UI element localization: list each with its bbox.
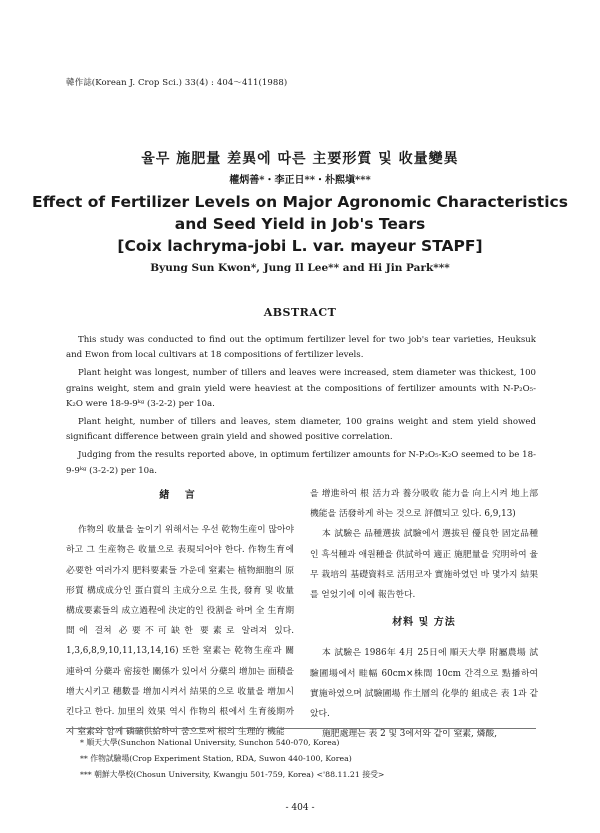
english-title-line-3: [Coix lachryma-jobi L. var. mayeur STAPF] (117, 237, 483, 255)
footnote-divider (66, 728, 536, 729)
body-paragraph: 을 增進하여 根 活力과 養分吸收 能力을 向上시켜 地上部 機能을 活發하게 하는 것으로 評價되고 있다. 6,9,13) (310, 489, 538, 520)
abstract-paragraph: Judging from the results reported above, in optimum fertilizer amounts for N-P₂O₅-K₂O seemed to be 18-9-9ᵏᵍ (3-2-2) per 10a. (66, 450, 536, 476)
body-paragraph: 本 試驗은 1986年 4月 25日에 順天大學 附屬農場 試驗圃場에서 畦幅 60cm×株間 10cm 간격으로 點播하여 實施하였으며 試驗圃場 作土層의 化學的 組成은 表 1과 같았다. (310, 648, 538, 720)
english-authors: Byung Sun Kwon*, Jung Il Lee** and Hi Jin Park*** (150, 262, 450, 274)
abstract-paragraph: Plant height, number of tillers and leaves, stem diameter, 100 grains weight and stem yield showed significant difference between grain yield and showed positive correlation. (66, 417, 536, 443)
footnotes (80, 735, 384, 783)
footnote: ** 作物試驗場(Crop Experiment Station, RDA, Suwon 440-100, Korea) (80, 754, 352, 763)
english-title-line-1: Effect of Fertilizer Levels on Major Agronomic Characteristics (32, 193, 568, 211)
right-column (310, 484, 538, 744)
abstract-paragraph: Plant height was longest, number of tillers and leaves were increased, stem diameter was thickest, 100 grains weight, stem and grain yield were heaviest at the compositions of fertilizer amounts with N-P₂O₅-K₂O were 18-9-9ᵏᵍ (3-2-2) per 10a. (66, 368, 536, 409)
body-paragraph: 施肥處理는 表 2 및 3에서와 같이 窒素, 燐酸, (322, 729, 498, 740)
left-column (66, 484, 294, 742)
section-heading-introduction: 緖 言 (159, 490, 201, 501)
page-number: - 404 - (285, 803, 315, 813)
body-paragraph: 本 試驗은 品種選拔 試驗에서 選拔된 優良한 固定品種인 흑석種과 애원種을 供試하여 適正 施肥量을 究明하여 율무 栽培의 基礎資料로 活用코자 實施하였던 바 몇가지 結果를 얻었기에 이에 報告한다. (310, 529, 538, 601)
journal-citation: 韓作誌(Korean J. Crop Sci.) 33(4) : 404～411(1988) (66, 78, 288, 88)
korean-authors: 權炳善*・李正日**・朴熙塡*** (229, 175, 371, 186)
section-heading-materials-methods: 材料 및 方法 (392, 617, 456, 629)
abstract-heading: ABSTRACT (263, 306, 337, 319)
footnote: * 順天大學(Sunchon National University, Sunchon 540-070, Korea) (80, 738, 340, 747)
footnote: *** 朝鮮大學校(Chosun University, Kwangju 501-759, Korea) <'88.11.21 接受> (80, 770, 385, 779)
korean-title: 율무 施肥量 差異에 따른 主要形質 및 收量變異 (141, 151, 459, 167)
body-paragraph: 作物의 收量을 높이기 위해서는 우선 乾物生産이 많아야 하고 그 生産物은 收量으로 表現되어야 한다. 作物生育에 必要한 여러가지 肥料要素들 가운데 窒素는 植物細胞의 原形質 構成成分인 蛋白質의 主成分으로 生長, 發育 및 收量 構成要素들의 成立過程에 決定的인 役割을 하며 全 生育期間에 걸쳐 必要不可缺한 要素로 알려져 있다. 1,3,6,8,9,10,11,13,14,16) 또한 窒素는 乾物生産과 關連하여 分蘗과 密接한 關係가 있어서 分蘗의 增加는 面積을 增大시키고 穗數를 增加시켜서 結果的으로 收量을 增加시킨다고 한다. 加里의 效果 역시 作物의 根에서 生育後期까지 窒素와 함께 磷礦供給하여 줌으로써 根의 生理的 機能 (66, 525, 294, 738)
english-title-line-2: and Seed Yield in Job's Tears (174, 215, 426, 233)
abstract-paragraph: This study was conducted to find out the optimum fertilizer level for two job's tear varieties, Heuksuk and Ewon from local cultivars at 18 compositions of fertilizer levels. (66, 335, 536, 361)
english-title (0, 191, 600, 257)
abstract-body (66, 333, 536, 482)
